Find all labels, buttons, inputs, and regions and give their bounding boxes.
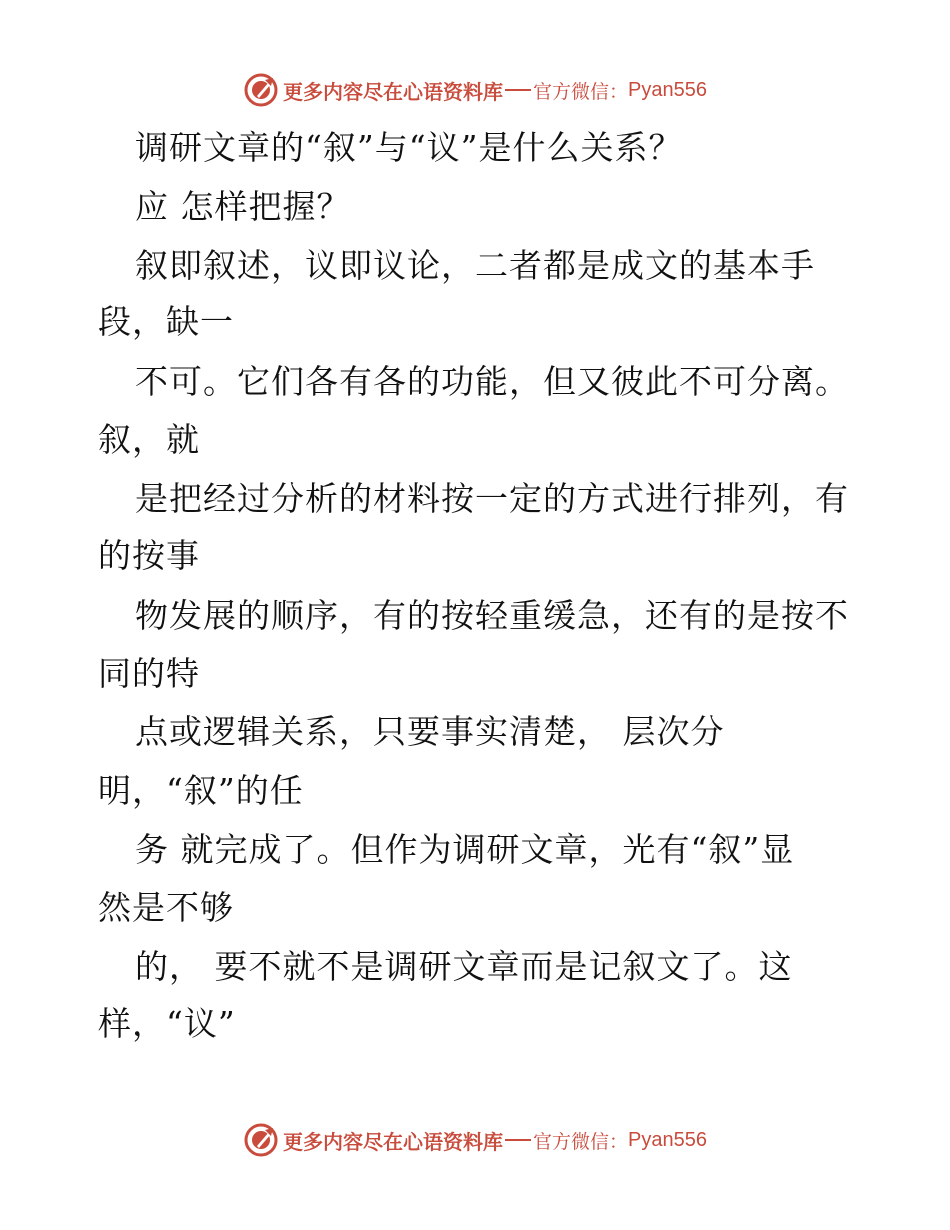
- text-line: 叙，就: [98, 420, 200, 459]
- brand-name: 更多内容尽在心语资料库: [283, 79, 503, 104]
- question-line-2: 应 怎样把握？: [135, 187, 351, 226]
- text-line: 点或逻辑关系，只要事实清楚， 层次分: [135, 712, 725, 751]
- header-banner: [0, 70, 950, 110]
- text-line: 不可。它们各有各的功能，但又彼此不可分离。: [135, 362, 849, 401]
- wechat-account: Pyan556: [628, 78, 707, 101]
- wechat-account: Pyan556: [628, 1128, 707, 1151]
- brand-logo-icon: [243, 72, 279, 108]
- text-line: 明，“叙”的任: [98, 771, 304, 810]
- text-line: 物发展的顺序，有的按轻重缓急，还有的是按不: [135, 596, 849, 635]
- text-line: 然是不够: [98, 888, 234, 927]
- text-line: 样，“议”: [98, 1004, 236, 1043]
- text-line: 务 就完成了。但作为调研文章，光有“叙”显: [135, 830, 795, 869]
- text-line: 的， 要不就不是调研文章而是记叙文了。这: [135, 947, 793, 986]
- text-line: 段，缺一: [98, 302, 234, 341]
- text-line: 的按事: [98, 536, 200, 575]
- text-line: 同的特: [98, 654, 200, 693]
- separator-dash: [505, 1139, 531, 1141]
- question-line-1: 调研文章的“叙”与“议”是什么关系？: [135, 128, 683, 167]
- brand-name: 更多内容尽在心语资料库: [283, 1129, 503, 1154]
- footer-banner: [0, 1120, 950, 1160]
- wechat-label: 官方微信：: [533, 1130, 629, 1153]
- text-line: 叙即叙述，议即议论，二者都是成文的基本手: [135, 246, 815, 285]
- separator-dash: [505, 89, 531, 91]
- text-line: 是把经过分析的材料按一定的方式进行排列，有: [135, 479, 849, 518]
- brand-logo-icon: [243, 1122, 279, 1158]
- wechat-label: 官方微信：: [533, 80, 629, 103]
